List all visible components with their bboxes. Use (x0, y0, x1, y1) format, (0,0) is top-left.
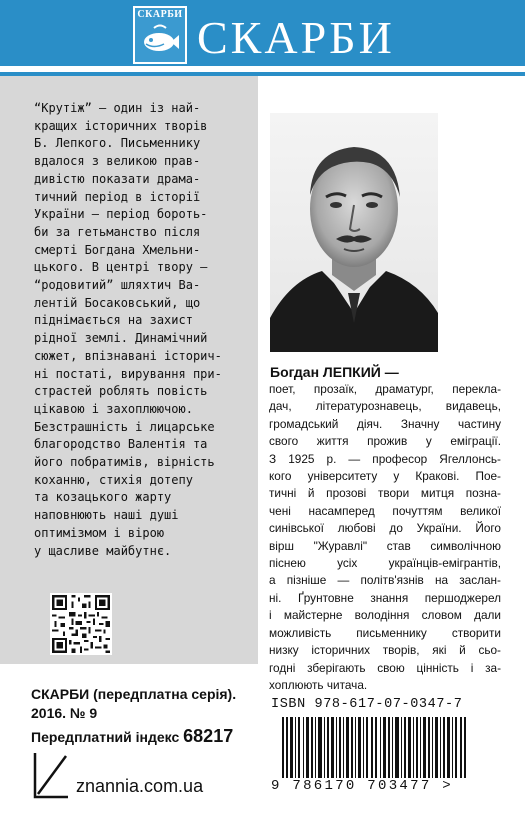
bio-line: поет, прозаїк, драматург, перекла- (269, 382, 501, 396)
bio-line: і майстерне володіння словом дали (269, 608, 501, 623)
subscription-index-label: Передплатний індекс (31, 729, 180, 745)
bio-line: вірш "Журавлі" став символічною (269, 538, 501, 553)
isbn-text: ISBN 978-617-07-0347-7 (271, 697, 463, 712)
annotation-line: Б. Лепкого. Письменнику (34, 136, 201, 151)
annotation-line: “родовитий” шляхтич Ва- (34, 278, 201, 293)
subscription-index-value: 68217 (183, 726, 234, 746)
bio-line: ні. Ґрунтовне знання першоджерел (269, 590, 501, 605)
annotation-line: рідної землі. Динамічний (34, 331, 208, 346)
bio-line: хоплюють читача. (269, 677, 368, 692)
series-logo-text: СКАРБИ (137, 9, 183, 20)
bio-line: низку історичних творів, які й сьо- (269, 643, 501, 658)
header-band (0, 0, 525, 76)
bio-line: З 1925 р. — професор Ягеллонсь- (269, 451, 501, 466)
bio-line: кого університету у Кракові. Пое- (269, 469, 501, 484)
bio-line: синівської любові до України. Його (269, 521, 501, 536)
annotation-line: коханню, стихія дотепу (34, 472, 193, 487)
bio-line: а пізніше — політв'язнів на заслан- (269, 573, 501, 588)
barcode-digits: 9 786170 703477 > (268, 778, 503, 794)
bio-line: піснею усіх українців-емігрантів, (269, 556, 501, 571)
annotation-line: “Крутіж” — один із най- (34, 101, 201, 115)
fish-emblem-icon (140, 22, 180, 58)
annotation-line: піднімається на захист (34, 313, 193, 328)
publication-info (31, 685, 236, 723)
bio-line: годні зберігають свою цінність і за- (269, 660, 501, 675)
annotation-line: сюжет, впізнавані історич- (34, 348, 222, 363)
annotation-line: страстей роблять повість (34, 384, 208, 399)
annotation-line: ні постаті, вирування при- (34, 366, 222, 381)
bio-line: свого життя прожив у еміграції. (269, 434, 501, 449)
annotation-line: кращих історичних творів (34, 118, 208, 133)
author-bio (269, 381, 501, 694)
annotation-line: у щасливе майбутнє. (34, 543, 172, 558)
bio-line: громадський діяч. Значну частину (269, 416, 501, 431)
annotation-line: смерті Богдана Хмельни- (34, 242, 201, 257)
annotation-line: лентій Босаковський, що (34, 295, 201, 310)
bio-line: дач, літературознавець, видавець, (269, 399, 501, 414)
author-portrait (270, 113, 438, 352)
series-title: СКАРБИ (197, 12, 395, 63)
annotation-line: наповнюють наші душі (34, 508, 179, 523)
bio-line: тичні й прозові твори митця позна- (269, 486, 501, 501)
annotation-text (34, 100, 246, 560)
series-info-line: СКАРБИ (передплатна серія). (31, 686, 237, 702)
bio-line: чені насамперед почуттям великої (269, 503, 501, 518)
annotation-line: дивістю показати драма- (34, 171, 201, 186)
publisher-website-link[interactable]: znannia.com.ua (76, 776, 204, 796)
subscription-index (31, 726, 233, 747)
series-logo (133, 6, 187, 64)
header-divider (0, 66, 525, 72)
annotation-line: його побратимів, вірність (34, 455, 215, 470)
annotation-line: цького. В центрі твору — (34, 260, 208, 275)
annotation-line: України — період бороть- (34, 207, 208, 222)
bio-line: можливість письменнику створити (269, 625, 501, 640)
annotation-line: та козацького жарту (34, 490, 172, 505)
author-name: Богдан ЛЕПКИЙ — (270, 364, 399, 380)
annotation-line: тичний період в історії (34, 189, 201, 204)
annotation-line: оптимізмом і вірою (34, 525, 165, 540)
annotation-line: Безстрашність і лицарське (34, 419, 215, 434)
annotation-line: би за гетьманство після (34, 224, 201, 239)
annotation-line: благородство Валентія та (34, 437, 208, 452)
issue-info-line: 2016. № 9 (31, 705, 98, 721)
publisher-logo-icon (32, 751, 70, 799)
qr-code-icon[interactable] (50, 593, 112, 655)
annotation-line: цікавою і захоплюючою. (34, 401, 193, 416)
annotation-line: вдалося з великою прав- (34, 154, 201, 169)
